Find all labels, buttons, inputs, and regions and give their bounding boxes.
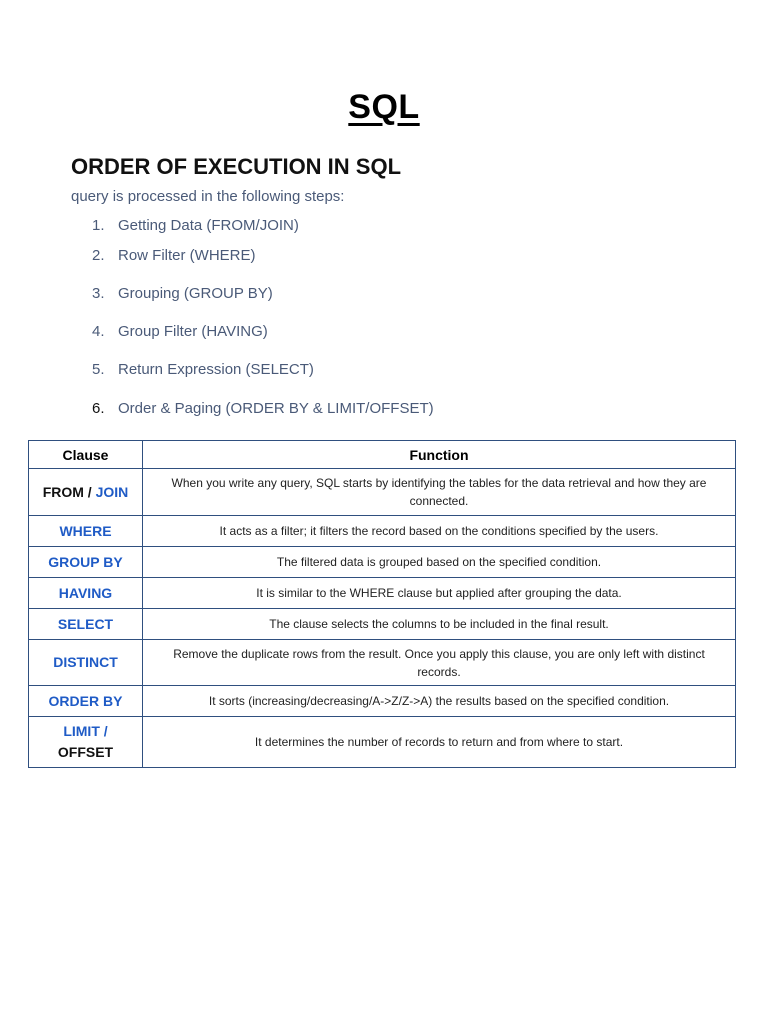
table-header-row: [29, 441, 736, 469]
step-number: 4.: [92, 323, 105, 340]
step-text: Order & Paging (ORDER BY & LIMIT/OFFSET): [118, 400, 434, 417]
list-item: [92, 400, 434, 417]
step-number: 3.: [92, 285, 105, 302]
column-header-clause: Clause: [29, 441, 143, 469]
function-cell: When you write any query, SQL starts by identifying the tables for the data retrieval and how they are connected.: [143, 469, 736, 516]
table-row: [29, 547, 736, 578]
column-header-function: Function: [143, 441, 736, 469]
step-number: 5.: [92, 361, 105, 378]
list-item: [92, 361, 314, 378]
step-number: 1.: [92, 217, 105, 234]
clause-cell: GROUP BY: [29, 547, 143, 578]
function-cell: It is similar to the WHERE clause but applied after grouping the data.: [143, 578, 736, 609]
table-row: [29, 686, 736, 717]
list-item: [92, 217, 299, 234]
table-row: [29, 717, 736, 768]
clause-cell: DISTINCT: [29, 640, 143, 686]
step-number: 6.: [92, 400, 105, 417]
clause-function-table: [28, 440, 736, 768]
clause-cell: HAVING: [29, 578, 143, 609]
section-heading: ORDER OF EXECUTION IN SQL: [71, 154, 402, 179]
clause-cell: SELECT: [29, 609, 143, 640]
step-text: Grouping (GROUP BY): [118, 285, 273, 302]
step-text: Return Expression (SELECT): [118, 361, 314, 378]
function-cell: It acts as a filter; it filters the record based on the conditions specified by the users.: [143, 516, 736, 547]
page-title: SQL: [348, 88, 420, 126]
function-cell: It sorts (increasing/decreasing/A->Z/Z->A) the results based on the specified condition.: [143, 686, 736, 717]
clause-join: JOIN: [95, 483, 129, 500]
clause-cell: [29, 469, 143, 516]
intro-text: query is processed in the following steps:: [71, 188, 345, 205]
step-text: Getting Data (FROM/JOIN): [118, 217, 299, 234]
table-row: [29, 640, 736, 686]
clause-cell: WHERE: [29, 516, 143, 547]
step-number: 2.: [92, 247, 105, 264]
list-item: [92, 285, 273, 302]
list-item: [92, 247, 256, 264]
table-row: [29, 469, 736, 516]
table-row: [29, 609, 736, 640]
table-row: [29, 516, 736, 547]
list-item: [92, 323, 268, 340]
function-cell: The clause selects the columns to be included in the final result.: [143, 609, 736, 640]
clause-cell: ORDER BY: [29, 686, 143, 717]
step-text: Row Filter (WHERE): [118, 247, 256, 264]
function-cell: The filtered data is grouped based on the specified condition.: [143, 547, 736, 578]
clause-cell: [29, 717, 143, 768]
table-row: [29, 578, 736, 609]
clause-limit: LIMIT /: [63, 723, 108, 739]
step-text: Group Filter (HAVING): [118, 323, 268, 340]
function-cell: Remove the duplicate rows from the result. Once you apply this clause, you are only left with distinct records.: [143, 640, 736, 686]
clause-offset: OFFSET: [57, 744, 114, 760]
clause-from: FROM /: [42, 483, 96, 500]
function-cell: It determines the number of records to return and from where to start.: [143, 717, 736, 768]
